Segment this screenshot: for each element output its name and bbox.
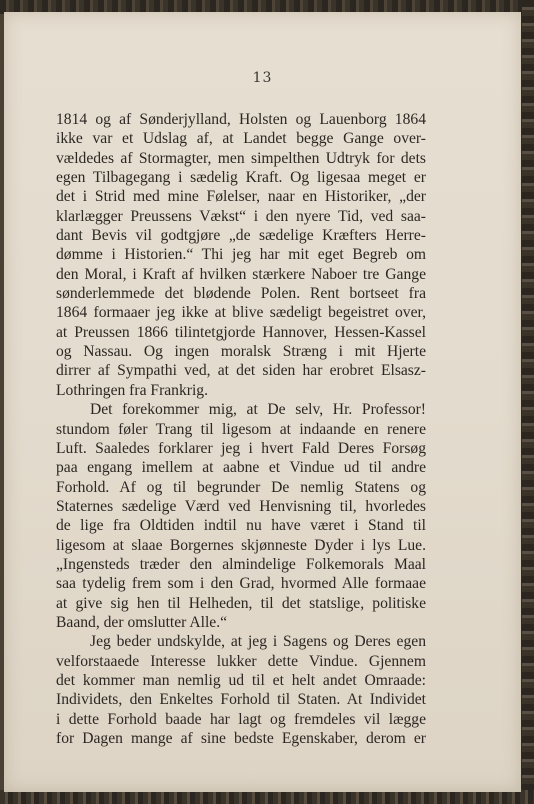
text-line: egen Tilbagegang i sædelig Kraft. Og ligesaa meget er (56, 169, 426, 187)
text-line: dirrer af Sympathi ved, at det siden har erobret Elsasz- (56, 362, 426, 380)
text-line: Det forekommer mig, at De selv, Hr. Professor! (90, 401, 426, 419)
text-line: Luft. Saaledes forklarer jeg i hvert Fald Deres Forsøg (56, 439, 426, 457)
text-line: at Preussen 1866 tilintetgjorde Hannover, Hessen-Kassel (56, 323, 426, 341)
text-line: ikke var et Udslag af, at Landet begge Gange over- (56, 130, 426, 148)
text-line: i dette Forhold baade har lagt og fremdeles vil lægge (56, 710, 426, 728)
book-edge-right (522, 0, 534, 804)
text-line: det i Strid med mine Følelser, naar en Historiker, „der (56, 188, 426, 206)
text-line: 1864 formaaer jeg ikke at blive sædeligt begeistret over, (56, 304, 426, 322)
text-line: at give sig hen til Helheden, til det statslige, politiske (56, 594, 426, 612)
text-line: paa engang imellem at aabne et Vindue ud til andre (56, 459, 426, 477)
text-line: dant Bevis vil godtgjøre „de sædelige Kræfters Herre- (56, 227, 426, 245)
text-line: de lige fra Oldtiden indtil nu have været i Stand til (56, 517, 426, 535)
text-line: det kommer man nemlig ud til et helt andet Omraade: (56, 671, 426, 689)
page-number: 13 (252, 70, 273, 86)
text-line: den Moral, i Kraft af hvilken stærkere Naboer tre Gange (56, 265, 426, 283)
text-line: sønderlemmede det blødende Polen. Rent bortseet fra (56, 285, 426, 303)
body-text (56, 110, 426, 748)
text-line: vældedes af Stormagter, men simpelthen Udtryk for dets (56, 149, 426, 167)
text-line: Staternes sædelige Værd ved Henvisning til, hvorledes (56, 497, 426, 515)
text-line: klarlægger Preussens Vækst“ i den nyere Tid, ved saa- (56, 207, 426, 225)
text-line: velforstaaede Interesse lukker dette Vindue. Gjennem (56, 652, 426, 670)
text-line: Jeg beder undskylde, at jeg i Sagens og Deres egen (90, 633, 426, 651)
text-line: dømme i Historien.“ Thi jeg har mit eget Begreb om (56, 246, 426, 264)
text-line: saa tydelig frem som i den Grad, hvormed Alle formaae (56, 575, 426, 593)
book-edge-bottom (0, 790, 534, 804)
text-line: og Nassau. Og ingen moralsk Stræng i mit Hjerte (56, 343, 426, 361)
text-line: Forhold. Af og til begrunder De nemlig Statens og (56, 478, 426, 496)
text-line: stundom føler Trang til ligesom at indaande en renere (56, 420, 426, 438)
text-line: for Dagen mange af sine bedste Egenskaber, derom er (56, 730, 426, 747)
text-line: Individets, den Enkeltes Forhold til Staten. At Individet (56, 691, 426, 709)
text-line: ligesom at slaae Borgernes skjønneste Dyder i lys Lue. (56, 536, 426, 554)
text-line: 1814 og af Sønderjylland, Holsten og Lauenborg 1864 (56, 111, 426, 128)
paper-page (4, 12, 521, 792)
text-line: Baand, der omslutter Alle.“ (56, 613, 228, 631)
text-line: „Ingensteds træder den almindelige Folkemorals Maal (56, 555, 426, 573)
text-line: Lothringen fra Frankrig. (56, 381, 208, 399)
